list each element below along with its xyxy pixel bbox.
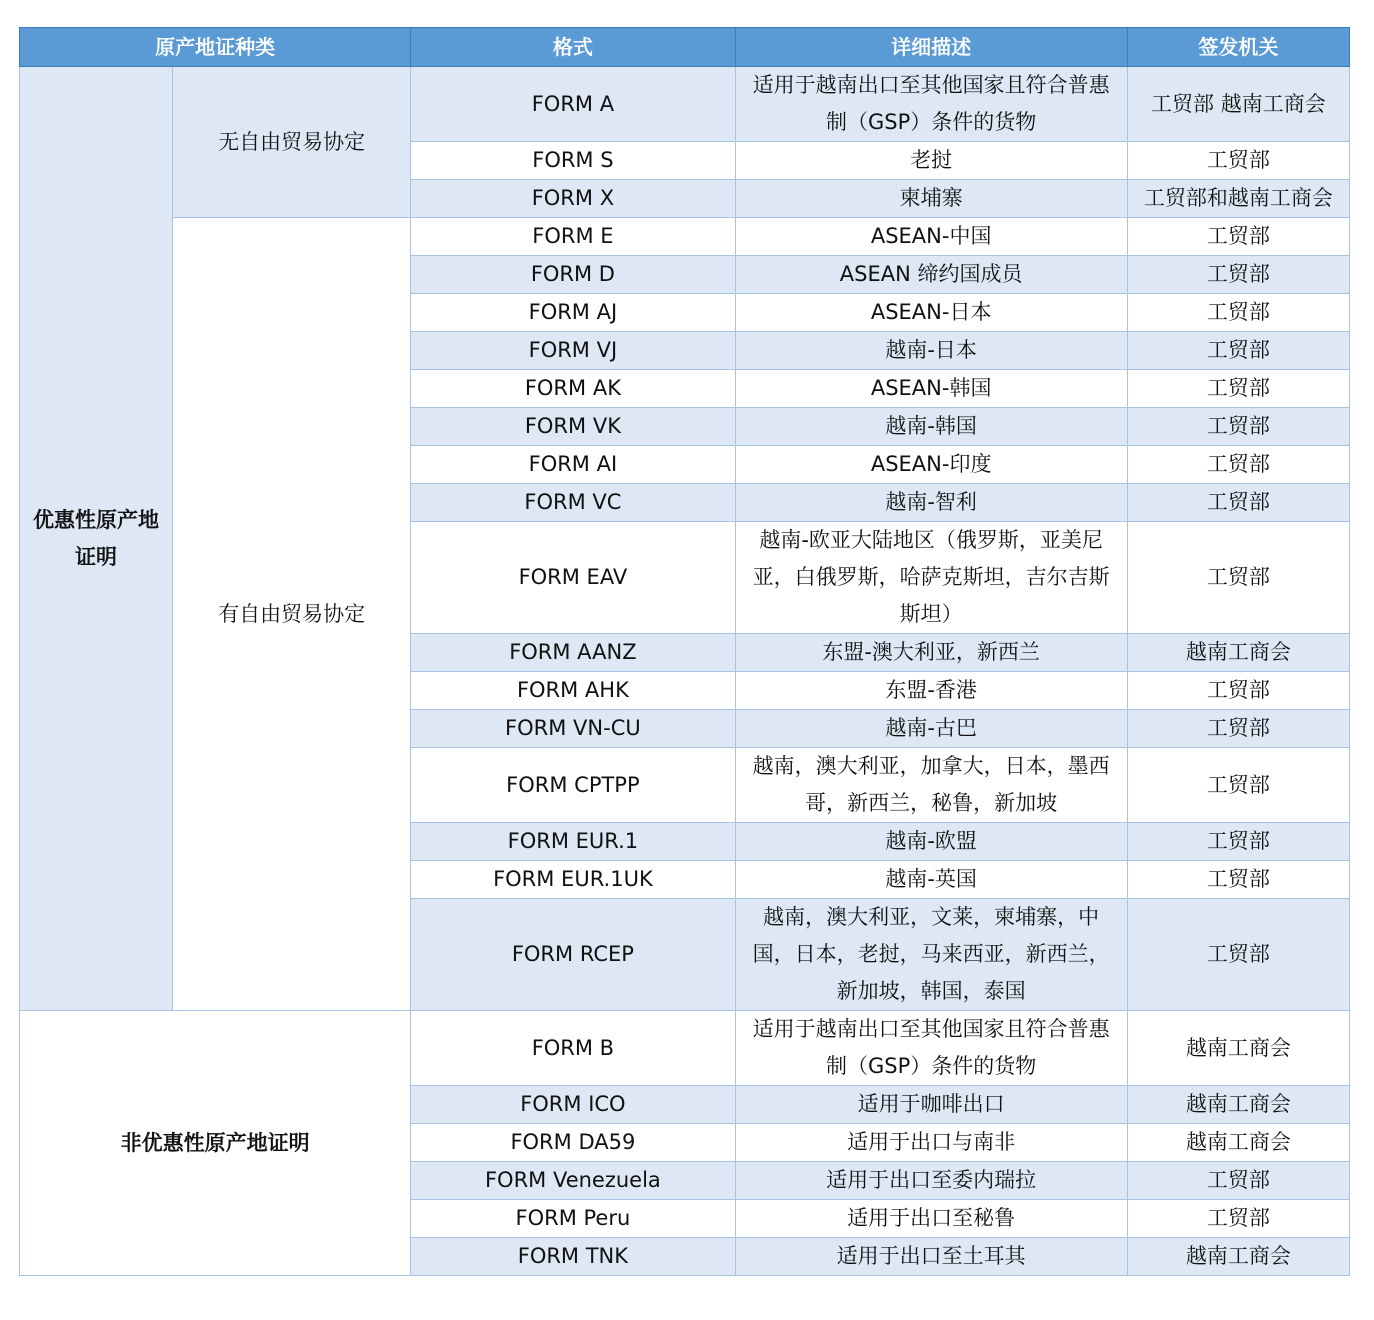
form-code: FORM AANZ bbox=[411, 634, 735, 672]
form-code: FORM Venezuela bbox=[411, 1162, 735, 1200]
form-description: 适用于出口至土耳其 bbox=[735, 1238, 1127, 1276]
form-description: 适用于越南出口至其他国家且符合普惠制（GSP）条件的货物 bbox=[735, 67, 1127, 142]
form-description: 适用于出口至委内瑞拉 bbox=[735, 1162, 1127, 1200]
form-code: FORM VN-CU bbox=[411, 710, 735, 748]
header-row bbox=[20, 28, 1350, 67]
issuing-authority: 工贸部 bbox=[1127, 370, 1349, 408]
issuing-authority: 工贸部 bbox=[1127, 218, 1349, 256]
form-code: FORM VK bbox=[411, 408, 735, 446]
table-row bbox=[20, 218, 1350, 256]
header-description: 详细描述 bbox=[735, 28, 1127, 67]
form-code: FORM E bbox=[411, 218, 735, 256]
fta-group-label: 无自由贸易协定 bbox=[173, 67, 411, 218]
issuing-authority: 工贸部 bbox=[1127, 522, 1349, 634]
table-row bbox=[20, 67, 1350, 142]
form-code: FORM AJ bbox=[411, 294, 735, 332]
form-code: FORM VJ bbox=[411, 332, 735, 370]
form-description: ASEAN-韩国 bbox=[735, 370, 1127, 408]
form-code: FORM VC bbox=[411, 484, 735, 522]
issuing-authority: 工贸部 bbox=[1127, 294, 1349, 332]
form-description: 越南-欧亚大陆地区（俄罗斯，亚美尼亚，白俄罗斯，哈萨克斯坦，吉尔吉斯斯坦） bbox=[735, 522, 1127, 634]
issuing-authority: 越南工商会 bbox=[1127, 1011, 1349, 1086]
preferential-category-label: 优惠性原产地证明 bbox=[20, 67, 173, 1011]
issuing-authority: 工贸部 bbox=[1127, 446, 1349, 484]
issuing-authority: 越南工商会 bbox=[1127, 1238, 1349, 1276]
form-description: ASEAN-中国 bbox=[735, 218, 1127, 256]
form-description: 老挝 bbox=[735, 142, 1127, 180]
form-description: 适用于出口与南非 bbox=[735, 1124, 1127, 1162]
issuing-authority: 工贸部和越南工商会 bbox=[1127, 180, 1349, 218]
form-description: 越南，澳大利亚，加拿大，日本，墨西哥，新西兰，秘鲁，新加坡 bbox=[735, 748, 1127, 823]
form-description: 适用于出口至秘鲁 bbox=[735, 1200, 1127, 1238]
issuing-authority: 工贸部 越南工商会 bbox=[1127, 67, 1349, 142]
form-description: 适用于咖啡出口 bbox=[735, 1086, 1127, 1124]
form-code: FORM B bbox=[411, 1011, 735, 1086]
form-code: FORM EUR.1 bbox=[411, 823, 735, 861]
header-category: 原产地证种类 bbox=[20, 28, 411, 67]
form-code: FORM Peru bbox=[411, 1200, 735, 1238]
issuing-authority: 工贸部 bbox=[1127, 710, 1349, 748]
form-code: FORM EUR.1UK bbox=[411, 861, 735, 899]
form-code: FORM S bbox=[411, 142, 735, 180]
issuing-authority: 工贸部 bbox=[1127, 672, 1349, 710]
non-preferential-category-label: 非优惠性原产地证明 bbox=[20, 1011, 411, 1276]
form-description: 越南-英国 bbox=[735, 861, 1127, 899]
issuing-authority: 越南工商会 bbox=[1127, 634, 1349, 672]
form-code: FORM AI bbox=[411, 446, 735, 484]
issuing-authority: 工贸部 bbox=[1127, 408, 1349, 446]
form-code: FORM D bbox=[411, 256, 735, 294]
form-description: 越南-日本 bbox=[735, 332, 1127, 370]
form-description: ASEAN 缔约国成员 bbox=[735, 256, 1127, 294]
issuing-authority: 工贸部 bbox=[1127, 1162, 1349, 1200]
form-code: FORM AHK bbox=[411, 672, 735, 710]
issuing-authority: 工贸部 bbox=[1127, 861, 1349, 899]
form-code: FORM DA59 bbox=[411, 1124, 735, 1162]
form-description: 越南-欧盟 bbox=[735, 823, 1127, 861]
header-format: 格式 bbox=[411, 28, 735, 67]
form-code: FORM ICO bbox=[411, 1086, 735, 1124]
issuing-authority: 工贸部 bbox=[1127, 748, 1349, 823]
form-code: FORM EAV bbox=[411, 522, 735, 634]
header-issuer: 签发机关 bbox=[1127, 28, 1349, 67]
issuing-authority: 工贸部 bbox=[1127, 823, 1349, 861]
issuing-authority: 工贸部 bbox=[1127, 142, 1349, 180]
form-code: FORM AK bbox=[411, 370, 735, 408]
issuing-authority: 工贸部 bbox=[1127, 899, 1349, 1011]
form-description: 柬埔寨 bbox=[735, 180, 1127, 218]
form-description: ASEAN-日本 bbox=[735, 294, 1127, 332]
table-row bbox=[20, 1011, 1350, 1086]
certificate-of-origin-table bbox=[19, 27, 1350, 1276]
issuing-authority: 越南工商会 bbox=[1127, 1124, 1349, 1162]
issuing-authority: 工贸部 bbox=[1127, 256, 1349, 294]
form-description: 越南，澳大利亚，文莱，柬埔寨，中国，日本，老挝，马来西亚，新西兰，新加坡，韩国，泰国 bbox=[735, 899, 1127, 1011]
form-code: FORM TNK bbox=[411, 1238, 735, 1276]
form-code: FORM RCEP bbox=[411, 899, 735, 1011]
issuing-authority: 工贸部 bbox=[1127, 484, 1349, 522]
issuing-authority: 工贸部 bbox=[1127, 1200, 1349, 1238]
form-description: 适用于越南出口至其他国家且符合普惠制（GSP）条件的货物 bbox=[735, 1011, 1127, 1086]
issuing-authority: 工贸部 bbox=[1127, 332, 1349, 370]
form-description: ASEAN-印度 bbox=[735, 446, 1127, 484]
form-code: FORM CPTPP bbox=[411, 748, 735, 823]
form-description: 东盟-澳大利亚，新西兰 bbox=[735, 634, 1127, 672]
form-description: 东盟-香港 bbox=[735, 672, 1127, 710]
form-description: 越南-古巴 bbox=[735, 710, 1127, 748]
form-code: FORM X bbox=[411, 180, 735, 218]
form-description: 越南-韩国 bbox=[735, 408, 1127, 446]
issuing-authority: 越南工商会 bbox=[1127, 1086, 1349, 1124]
form-description: 越南-智利 bbox=[735, 484, 1127, 522]
form-code: FORM A bbox=[411, 67, 735, 142]
fta-group-label: 有自由贸易协定 bbox=[173, 218, 411, 1011]
